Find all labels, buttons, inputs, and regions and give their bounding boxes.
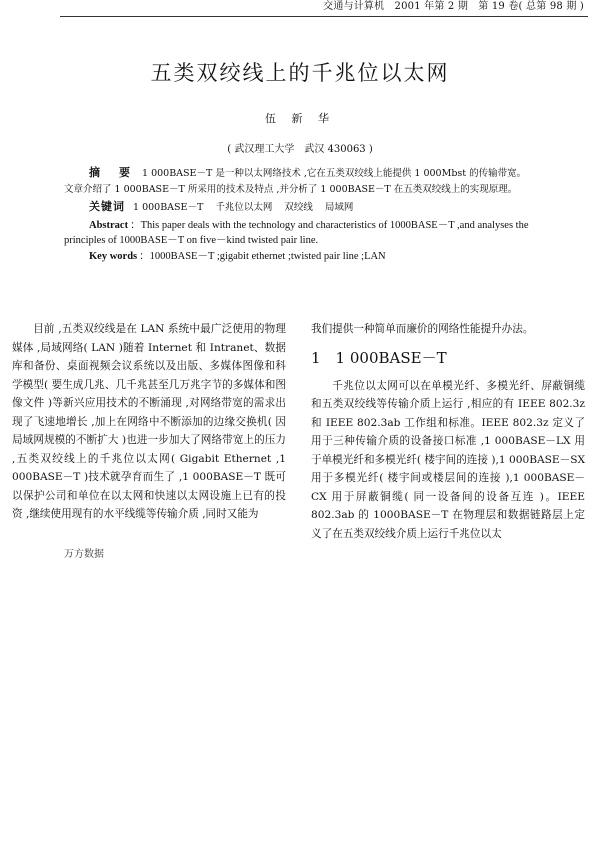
abstract-zh-label: 摘 要	[89, 166, 134, 179]
abstract-en	[64, 218, 532, 249]
section-heading: 1 1 000BASE－T	[311, 348, 447, 367]
abstract-zh	[64, 165, 532, 197]
abstract-en-text: ：This paper deals with the technology and characteristics of 1000BASE－T ,and analyses the principles of 1000BASE－T on five－kind twisted pair line.	[64, 219, 529, 246]
keywords-zh	[64, 199, 532, 216]
body-paragraph: 千兆位以太网可以在单模光纤、多模光纤、屏蔽铜缆和五类双绞线等传输介质上运行 ,相应的有 IEEE 802.3z 和 IEEE 802.3ab 工作组和标准。IEEE 802.3z 定义了用于三种传输介质的设备接口标准 ,1 000BASE－LX 用于单模光纤和多模光纤( 楼宇间的连接 ),1 000BASE－SX 用于多模光纤( 楼宇间或楼层间的连接 ),1 000BASE－CX 用于屏蔽铜缆( 同一设备间的设备互连 )。IEEE 802.3ab 的 1000BASE－T 在物理层和数据链路层上定义了在五类双绞线介质上运行千兆位以太	[311, 379, 586, 540]
watermark: 万方数据	[64, 549, 104, 560]
keywords-zh-label: 关键词	[89, 200, 125, 213]
keyword-item: 1 000BASE－T	[133, 202, 204, 213]
keyword-item: 双绞线	[284, 202, 313, 213]
keywords-en	[64, 249, 532, 265]
abstract-en-label: Abstract	[89, 219, 129, 231]
keyword-item: 千兆位以太网	[215, 202, 273, 213]
body-column-left	[12, 320, 286, 524]
keywords-en-text: ：1000BASE－T ;gigabit ethernet ;twisted pair line ;LAN	[139, 250, 386, 262]
body-paragraph: 我们提供一种简单而廉价的网络性能提升办法。	[311, 323, 534, 335]
body-column-right	[311, 320, 585, 543]
author: 伍 新 华	[265, 112, 335, 125]
paper-title: 五类双绞线上的千兆位以太网	[150, 61, 450, 85]
header-rule	[60, 16, 588, 17]
keywords-en-label: Key words	[89, 250, 138, 262]
abstract-block	[64, 165, 532, 264]
journal-header: 交通与计算机 2001 年第 2 期 第 19 卷( 总第 98 期 )	[323, 1, 584, 12]
abstract-zh-text: 1 000BASE－T 是一种以太网络技术 ,它在五类双绞线上能提供 1 000Mbst 的传输带宽。文章介绍了 1 000BASE－T 所采用的技术及特点 ,并分析了 1 000BASE－T 在五类双绞线上的实现原理。	[64, 168, 527, 195]
affiliation: ( 武汉理工大学 武汉 430063 )	[227, 144, 373, 155]
keyword-item: 局域网	[324, 202, 354, 213]
body-paragraph: 目前 ,五类双绞线是在 LAN 系统中最广泛使用的物理媒体 ,局域网络( LAN )随着 Internet 和 Intranet、数据库和备份、桌面视频会议系统以及出版、多媒体图像和科学模型( 要生成几兆、几千兆甚至几万兆字节的多媒体和图像文件 )等新兴应用技术的不断涌现 ,对网络带宽的需求出现了飞速地增长 ,加上在网络中不断添加的边缘交换机( 因局域网规模的不断扩大 )也进一步加大了网络带宽上的压力 ,五类双绞线上的千兆位以太网( Gigabit Ethernet ,1 000BASE－T )技术就孕育而生了 ,1 000BASE－T 既可以保护公司和单位在以太网和快速以太网设施上已有的投资 ,继续使用现有的水平线缆等传输介质 ,同时又能为	[12, 323, 286, 520]
